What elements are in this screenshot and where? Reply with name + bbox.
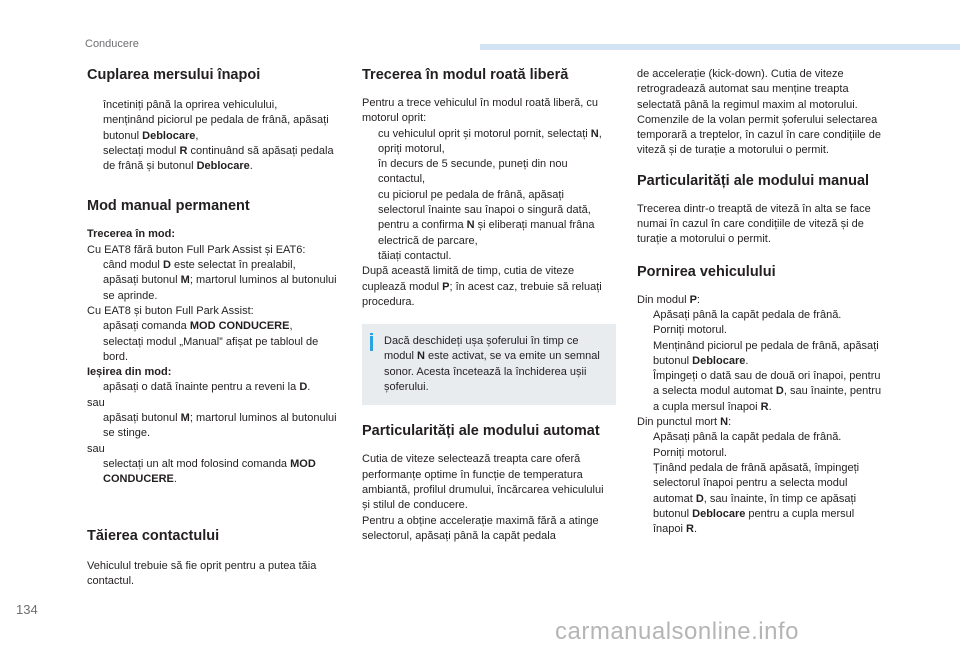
bullet-icon xyxy=(637,461,653,537)
bullet-icon xyxy=(362,127,378,142)
bullet-icon xyxy=(87,273,103,304)
info-icon-bar xyxy=(370,336,373,351)
bullet-icon xyxy=(362,249,378,264)
paragraph: sau xyxy=(87,396,105,409)
bullet-icon xyxy=(87,144,103,175)
list-item: tăiați contactul. xyxy=(362,249,614,264)
list-item: cu piciorul pe pedala de frână, apăsați selectorul înainte sau înapoi o singură dată, pentru a confirma N și eliberați manual frâna electrică de parcare, xyxy=(362,188,614,249)
list-item: apăsați butonul M; martorul luminos al butonului se aprinde. xyxy=(87,273,339,304)
list-item: Porniți motorul. xyxy=(637,446,887,461)
info-icon xyxy=(370,333,373,335)
bullet-icon xyxy=(87,113,103,144)
list-item: Menținând piciorul pe pedala de frână, apăsați butonul Deblocare. xyxy=(637,339,887,370)
paragraph: Pentru a obține accelerație maximă fără a atinge selectorul, apăsați până la capăt pedala xyxy=(362,514,599,542)
list-item: opriți motorul, xyxy=(362,142,614,157)
list-item: apăsați o dată înainte pentru a reveni la D. xyxy=(87,380,339,395)
list-item: apăsați butonul M; martorul luminos al butonului se stinge. xyxy=(87,411,339,442)
paragraph: Cu EAT8 fără buton Full Park Assist și EAT6: xyxy=(87,243,306,256)
paragraph: sau xyxy=(87,442,105,455)
section-title-automatic: Particularități ale modului automat xyxy=(362,423,600,440)
bullet-icon xyxy=(87,258,103,273)
header-bar xyxy=(480,44,960,50)
section-title-start: Pornirea vehiculului xyxy=(637,263,776,280)
list-item: selectați modul „Manual” afișat pe tabloul de bord. xyxy=(87,335,339,366)
list-item: selectați un alt mod folosind comanda MOD CONDUCERE. xyxy=(87,457,339,488)
bullet-icon xyxy=(637,323,653,338)
section-title-freewheel: Trecerea în modul roată liberă xyxy=(362,67,569,83)
bullet-icon xyxy=(87,411,103,442)
paragraph: Cu EAT8 și buton Full Park Assist: xyxy=(87,304,254,317)
list-item: Împingeți o dată sau de două ori înapoi, pentru a selecta modul automat D, sau înainte, pentru a cupla mersul înapoi R. xyxy=(637,369,887,415)
column-3 xyxy=(637,67,887,537)
section-title-reverse: Cuplarea mersului înapoi xyxy=(87,67,261,83)
bullet-icon xyxy=(637,446,653,461)
paragraph: Comenzile de la volan permit șoferului selectarea temporară a treptelor, în cazul în care condițiile de viteză și de turație a motorului o permit. xyxy=(637,113,881,157)
bullet-icon xyxy=(637,430,653,445)
section-title-manual: Mod manual permanent xyxy=(87,198,250,215)
paragraph: Cutia de viteze selectează treapta care oferă performanțe optime în funcție de temperatura ambiantă, profilul drumului, încărcarea vehiculului și stilul de conducere. xyxy=(362,453,604,512)
paragraph: Trecerea dintr-o treaptă de viteză în alta se face numai în cazul în care condițiile de viteză și de turație a motorului o permit. xyxy=(637,202,871,246)
label: Trecerea în mod: xyxy=(87,228,176,241)
section-title-manual-particularities: Particularități ale modului manual xyxy=(637,172,870,189)
list-item: când modul D este selectat în prealabil, xyxy=(87,258,339,273)
bullet-icon xyxy=(362,157,378,188)
label: Ieșirea din mod: xyxy=(87,366,172,379)
paragraph: de accelerație (kick-down). Cutia de viteze retrogradează automat sau menține treapta selectată până la regimul maxim al motorului. xyxy=(637,68,858,111)
bullet-icon xyxy=(87,335,103,366)
bullet-icon xyxy=(87,98,103,113)
list-item: selectați modul R continuând să apăsați pedala de frână și butonul Deblocare. xyxy=(87,144,339,175)
list-item: încetiniți până la oprirea vehiculului, xyxy=(87,98,339,113)
bullet-icon xyxy=(362,142,378,157)
bullet-icon xyxy=(637,369,653,415)
paragraph: După această limită de timp, cutia de viteze cuplează modul P; în acest caz, trebuie să reluați procedura. xyxy=(362,265,602,308)
list-item: în decurs de 5 secunde, puneți din nou contactul, xyxy=(362,157,614,188)
list-item: apăsați comanda MOD CONDUCERE, xyxy=(87,319,339,334)
info-box xyxy=(362,324,616,405)
column-2 xyxy=(362,67,614,544)
list-item: Porniți motorul. xyxy=(637,323,887,338)
bullet-icon xyxy=(87,380,103,395)
bullet-icon xyxy=(637,339,653,370)
column-1 xyxy=(87,67,339,589)
paragraph: Vehiculul trebuie să fie oprit pentru a putea tăia contactul. xyxy=(87,559,317,587)
bullet-icon xyxy=(87,457,103,488)
bullet-icon xyxy=(87,319,103,334)
bullet-icon xyxy=(362,188,378,249)
paragraph: Pentru a trece vehiculul în modul roată liberă, cu motorul oprit: xyxy=(362,97,599,125)
section-title-ignition-off: Tăierea contactului xyxy=(87,527,220,544)
list-item: menținând piciorul pe pedala de frână, apăsați butonul Deblocare, xyxy=(87,113,339,144)
bullet-icon xyxy=(637,308,653,323)
list-item: cu vehiculul oprit și motorul pornit, selectați N, xyxy=(362,127,614,142)
info-text: Dacă deschideți ușa șoferului în timp ce modul N este activat, se va emite un semnal sonor. Acesta încetează la închiderea ușii șoferului. xyxy=(384,335,600,394)
running-header: Conducere xyxy=(85,38,139,50)
paragraph: Din punctul mort N: xyxy=(637,416,732,429)
list-item: Apăsați până la capăt pedala de frână. xyxy=(637,430,887,445)
watermark: carmanualsonline.info xyxy=(555,618,799,645)
paragraph: Din modul P: xyxy=(637,293,700,306)
page-number: 134 xyxy=(16,602,38,617)
list-item: Ținând pedala de frână apăsată, împingeți selectorul înapoi pentru a selecta modul automat D, sau înainte, în timp ce apăsați butonul Deblocare pentru a cupla mersul înapoi R. xyxy=(637,461,887,537)
list-item: Apăsați până la capăt pedala de frână. xyxy=(637,308,887,323)
